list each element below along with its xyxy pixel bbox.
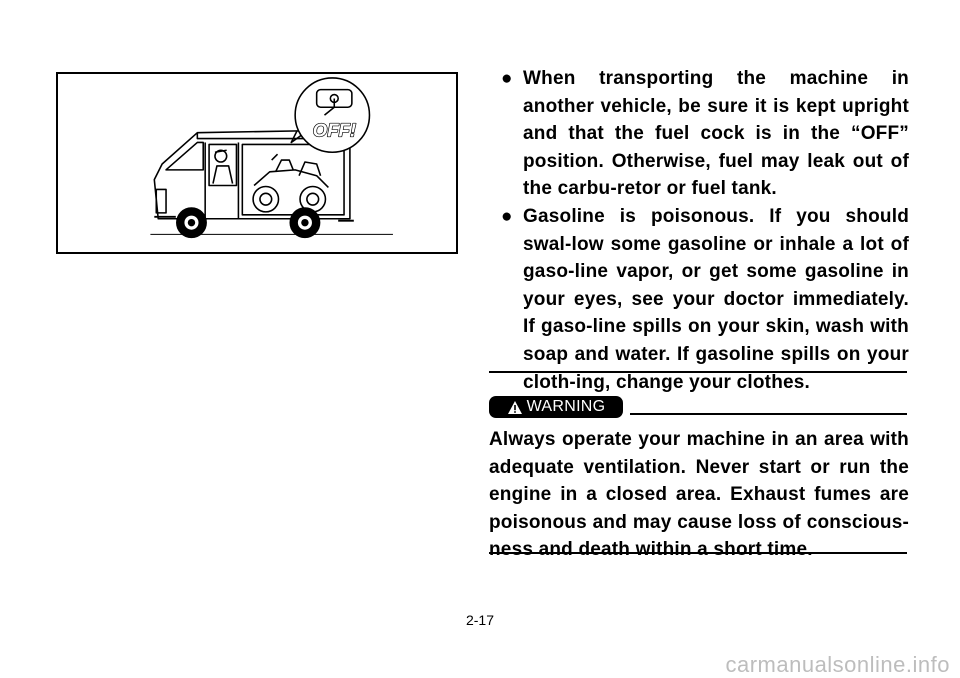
divider [630,413,907,415]
bullet-item-gasoline [489,203,909,396]
bullet-text: Gasoline is poisonous. If you should swal-low some gasoline or inhale a lot of gaso-line vapor, or get some gasoline in your eyes, see your doctor immediately. If gaso-line spills on your skin, wash with soap and water. If gasoline spills on your cloth-ing, change your clothes. [523,205,909,393]
divider [489,552,907,554]
warning-label: WARNING [526,398,606,415]
watermark: carmanualsonline.info [725,652,950,677]
van-transport-illustration [56,72,458,254]
safety-bullets [489,65,909,396]
off-sticker-text: OFF! [312,119,357,141]
warning-text: Always operate your machine in an area with adequate ventilation. Never start or run the engine in a closed area. Exhaust fumes are poisonous and may cause loss of conscious-ness and death within a short time. [489,429,909,561]
warning-badge [489,396,623,418]
warning-triangle-icon [507,400,523,415]
bullet-icon: ● [501,205,513,227]
bullet-icon: ● [501,68,513,89]
page-number: 2-17 [465,612,495,628]
bullet-text: When transporting the machine in another vehicle, be sure it is kept upright and that the fuel cock is in the “OFF” position. Otherwise, fuel may leak out of the carbu-retor or fuel tank. [523,68,909,200]
bullet-item-transport [489,65,909,203]
divider [489,371,907,373]
